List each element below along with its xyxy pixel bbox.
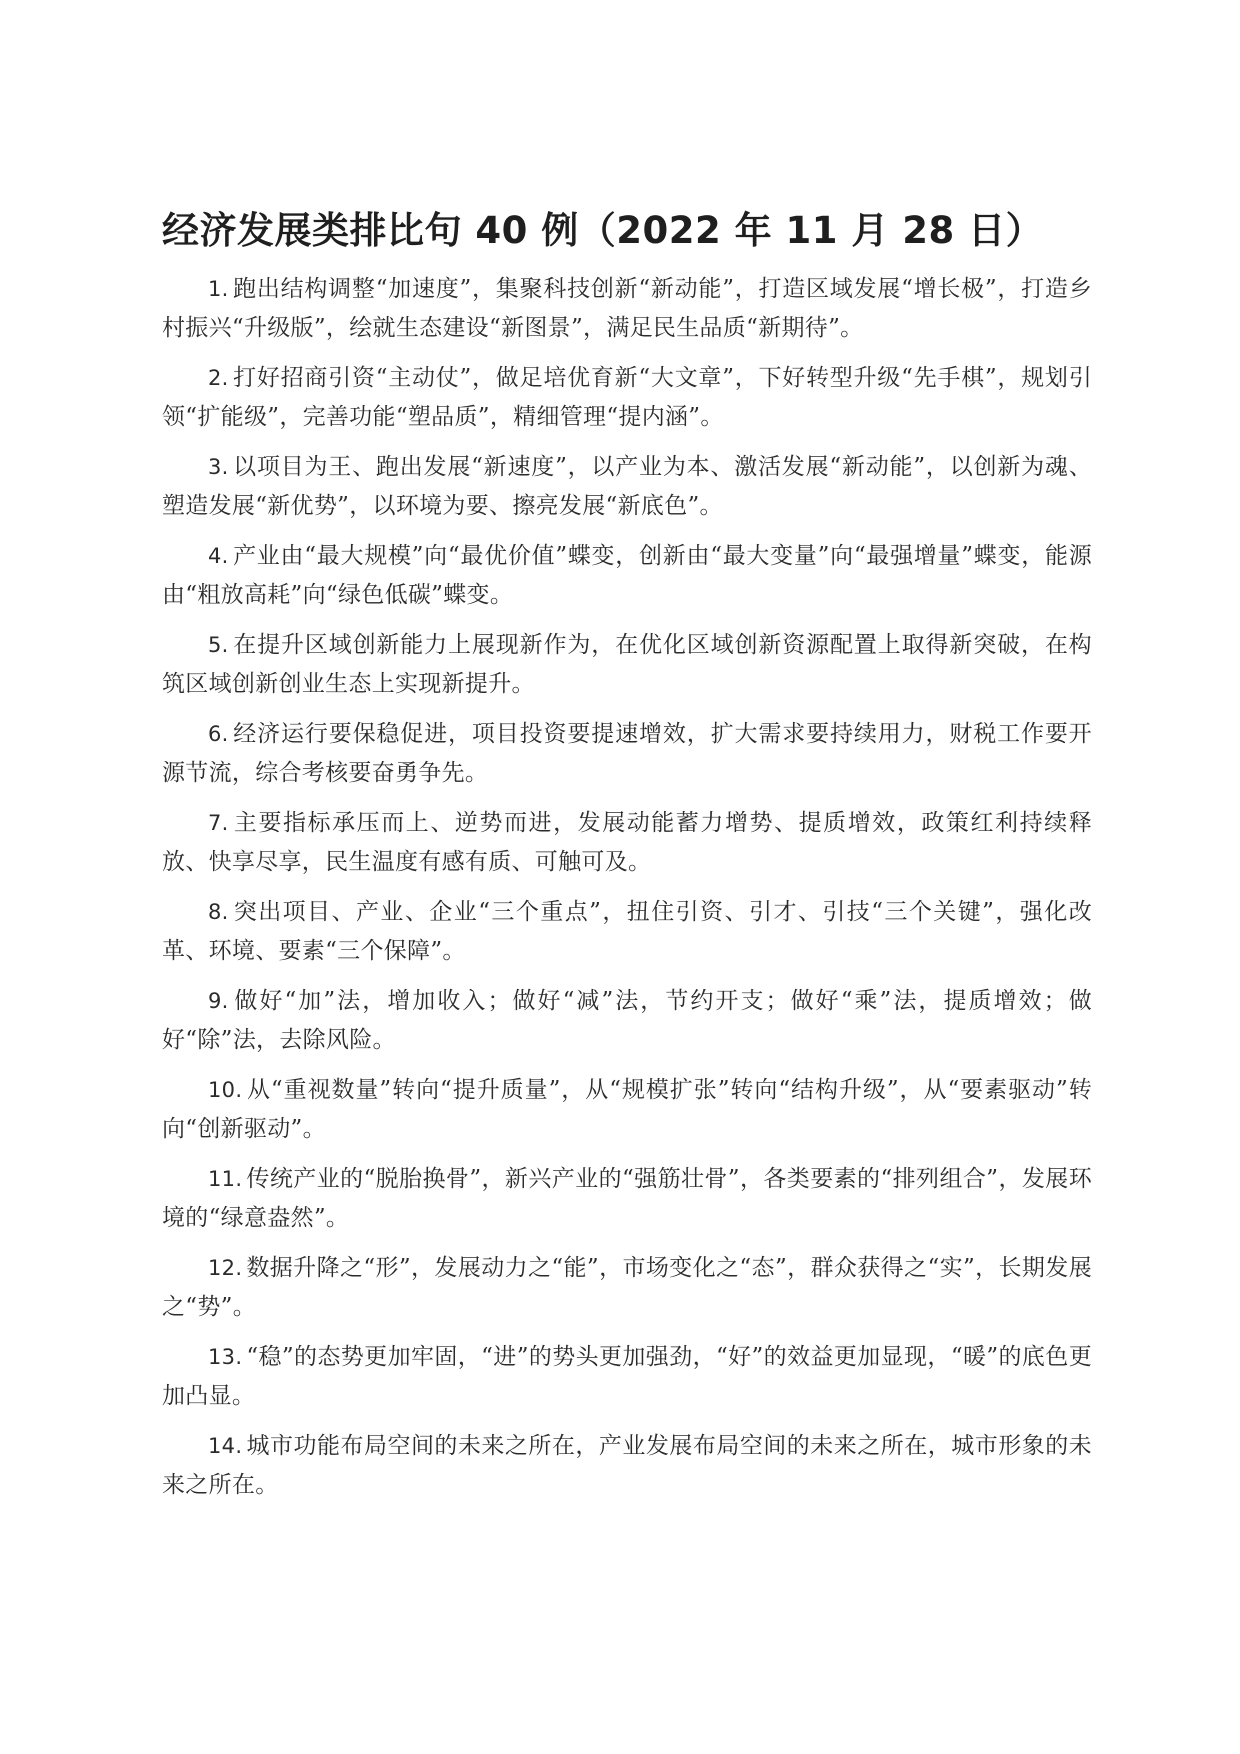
- item-number: 2.: [208, 366, 229, 390]
- item-text: 跑出结构调整“加速度”，集聚科技创新“新动能”，打造区域发展“增长极”，打造乡村振兴“升级版”，绘就生态建设“新图景”，满足民生品质“新期待”。: [162, 276, 1092, 341]
- item-number: 12.: [208, 1256, 243, 1280]
- item-text: 以项目为王、跑出发展“新速度”，以产业为本、激活发展“新动能”，以创新为魂、塑造发展“新优势”，以环境为要、擦亮发展“新底色”。: [162, 454, 1092, 519]
- document-title: 经济发展类排比句 40 例（2022 年 11 月 28 日）: [162, 209, 1044, 252]
- item-number: 6.: [208, 722, 229, 746]
- list-item-4: [162, 537, 1092, 615]
- item-text: “稳”的态势更加牢固，“进”的势头更加强劲，“好”的效益更加显现，“暖”的底色更加凸显。: [162, 1344, 1092, 1409]
- list-item-11: [162, 1160, 1092, 1238]
- item-text: 主要指标承压而上、逆势而进，发展动能蓄力增势、提质增效，政策红利持续释放、快享尽享，民生温度有感有质、可触可及。: [162, 810, 1092, 875]
- list-item-14: [162, 1427, 1092, 1505]
- item-text: 经济运行要保稳促进，项目投资要提速增效，扩大需求要持续用力，财税工作要开源节流，综合考核要奋勇争先。: [162, 721, 1092, 786]
- item-number: 10.: [208, 1078, 243, 1102]
- list-item-5: [162, 626, 1092, 704]
- item-number: 8.: [208, 900, 229, 924]
- item-number: 9.: [208, 989, 229, 1013]
- list-item-9: [162, 982, 1092, 1060]
- item-text: 城市功能布局空间的未来之所在，产业发展布局空间的未来之所在，城市形象的未来之所在。: [162, 1433, 1092, 1498]
- item-text: 从“重视数量”转向“提升质量”，从“规模扩张”转向“结构升级”，从“要素驱动”转向“创新驱动”。: [162, 1077, 1092, 1142]
- item-text: 在提升区域创新能力上展现新作为，在优化区域创新资源配置上取得新突破，在构筑区域创新创业生态上实现新提升。: [162, 632, 1092, 697]
- item-number: 7.: [208, 811, 229, 835]
- list-item-13: [162, 1338, 1092, 1416]
- item-text: 传统产业的“脱胎换骨”，新兴产业的“强筋壮骨”，各类要素的“排列组合”，发展环境的“绿意盎然”。: [162, 1166, 1092, 1231]
- list-item-2: [162, 359, 1092, 437]
- list-item-6: [162, 715, 1092, 793]
- item-text: 做好“加”法，增加收入；做好“减”法，节约开支；做好“乘”法，提质增效；做好“除”法，去除风险。: [162, 988, 1092, 1053]
- item-text: 产业由“最大规模”向“最优价值”蝶变，创新由“最大变量”向“最强增量”蝶变，能源由“粗放高耗”向“绿色低碳”蝶变。: [162, 543, 1092, 608]
- item-number: 11.: [208, 1167, 243, 1191]
- item-number: 13.: [208, 1345, 243, 1369]
- item-number: 5.: [208, 633, 229, 657]
- item-number: 3.: [208, 455, 229, 479]
- list-item-10: [162, 1071, 1092, 1149]
- document-page: [162, 206, 1092, 1516]
- item-number: 1.: [208, 277, 229, 301]
- list-item-1: [162, 270, 1092, 348]
- item-text: 数据升降之“形”，发展动力之“能”，市场变化之“态”，群众获得之“实”，长期发展之“势”。: [162, 1255, 1092, 1320]
- list-item-3: [162, 448, 1092, 526]
- item-number: 4.: [208, 544, 229, 568]
- list-item-12: [162, 1249, 1092, 1327]
- item-number: 14.: [208, 1434, 243, 1458]
- item-text: 突出项目、产业、企业“三个重点”，扭住引资、引才、引技“三个关键”，强化改革、环境、要素“三个保障”。: [162, 899, 1092, 964]
- list-item-7: [162, 804, 1092, 882]
- item-text: 打好招商引资“主动仗”，做足培优育新“大文章”，下好转型升级“先手棋”，规划引领“扩能级”，完善功能“塑品质”，精细管理“提内涵”。: [162, 365, 1092, 430]
- list-item-8: [162, 893, 1092, 971]
